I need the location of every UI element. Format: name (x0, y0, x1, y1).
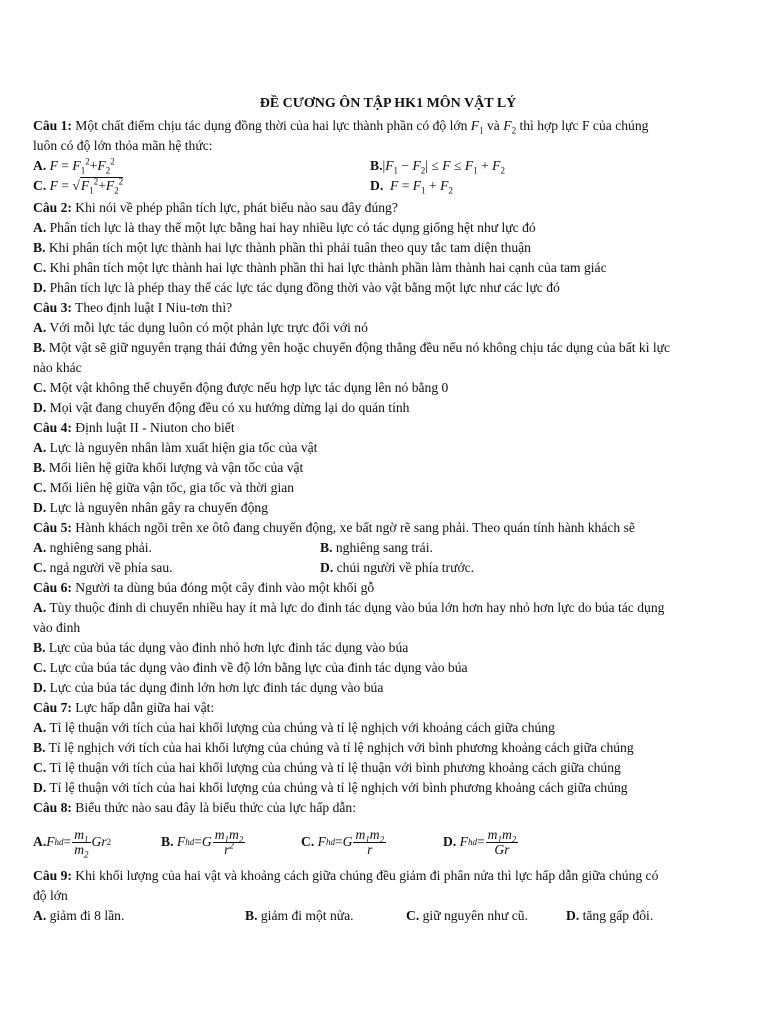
question-number: Câu 1: (33, 118, 72, 133)
answer-c[interactable] (33, 658, 743, 678)
answer-letter: D. (320, 560, 334, 575)
answer-text: giữ nguyên như cũ. (419, 908, 528, 923)
exam-page (33, 94, 743, 926)
question-text: Người ta dùng búa đóng một cây đinh vào một khối gỗ (71, 580, 375, 595)
answer-text: Mối liên hệ giữa vận tốc, gia tốc và thời gian (46, 480, 295, 495)
answer-letter: A. (33, 320, 47, 335)
question-4 (33, 418, 743, 438)
question-number: Câu 6: (33, 580, 72, 595)
answer-text: chúi người về phía trước. (333, 560, 475, 575)
answer-text: Tỉ lệ nghịch với tích của hai khối lượng của chúng và tỉ lệ nghịch với bình phương khoảng cách giữa chúng (45, 740, 634, 755)
answer-letter: A. (33, 540, 47, 555)
question-number: Câu 2: (33, 200, 72, 215)
answer-d[interactable] (33, 498, 743, 518)
answer-d[interactable] (33, 778, 743, 798)
answer-d[interactable] (33, 678, 743, 698)
answer-letter: D. (33, 500, 47, 515)
question-text: Theo định luật I Niu-tơn thì? (71, 300, 233, 315)
answer-letter: D. (33, 280, 47, 295)
question-text: Hành khách ngồi trên xe ôtô đang chuyển động, xe bất ngờ rẽ sang phải. Theo quán tính hành khách sẽ (71, 520, 635, 535)
answer-text: Phân tích lực là phép thay thế các lực tác dụng đồng thời vào vật bằng một lực như các lực đó (46, 280, 560, 295)
answer-text-cont: nào khác (33, 360, 82, 375)
answer-text: Lực của búa tác dụng đinh lớn hơn lực đinh tác dụng vào búa (46, 680, 384, 695)
question-text: Định luật II - Niuton cho biết (71, 420, 235, 435)
question-number: Câu 5: (33, 520, 72, 535)
answer-text: Mối liên hệ giữa khối lượng và vận tốc của vật (45, 460, 304, 475)
answer-text: Tỉ lệ thuận với tích của hai khối lượng của chúng và tỉ lệ nghịch với bình phương khoảng cách giữa chúng (46, 780, 628, 795)
answer-b[interactable] (245, 906, 406, 926)
question-number: Câu 8: (33, 800, 72, 815)
question-8 (33, 798, 743, 818)
question-text: Biểu thức nào sau đây là biểu thức của lực hấp dẫn: (71, 800, 356, 815)
answer-a[interactable] (33, 598, 743, 618)
question-number: Câu 9: (33, 868, 72, 883)
answer-letter: C. (301, 834, 315, 849)
answer-letter: C. (33, 660, 47, 675)
answer-d[interactable]: D. F hd = $\frac{m_1m_2}{Gr}$ (443, 826, 517, 857)
question-text: Lực hấp dẫn giữa hai vật: (71, 700, 215, 715)
answer-b[interactable] (320, 538, 433, 558)
answer-a[interactable] (33, 906, 245, 926)
question-1: Câu 1: Một chất điểm chịu tác dụng đồng thời của hai lực thành phần có độ lớn $F_1$ và $F_2$ thì hợp lực F của chúng (33, 118, 649, 136)
answer-letter: A. (33, 220, 47, 235)
answer-letter: C. (33, 260, 47, 275)
answer-letter: B. (33, 740, 46, 755)
answer-text: Lực của búa tác dụng vào đinh về độ lớn bằng lực của đinh tác dụng vào búa (46, 660, 468, 675)
answer-c[interactable]: C. F hd = G $\frac{m_1m_2}{r}$ (301, 826, 385, 857)
question-text-cont: độ lớn (33, 888, 68, 903)
answer-text: Khi phân tích một lực thành hai lực thành phần thì phải tuân theo quy tắc tam diện thuận (45, 240, 531, 255)
answer-letter: A. (33, 158, 47, 173)
question-number: Câu 4: (33, 420, 72, 435)
answer-text: Với mỗi lực tác dụng luôn có một phản lực trực đối với nó (46, 320, 368, 335)
answer-row (33, 906, 743, 926)
answer-b[interactable] (33, 338, 743, 358)
answer-b[interactable] (33, 238, 743, 258)
answer-letter: A. (33, 834, 47, 849)
answer-letter: C. (33, 760, 47, 775)
answer-row (33, 820, 743, 864)
answer-letter: D. (33, 780, 47, 795)
answer-letter: A. (33, 440, 47, 455)
question-5 (33, 518, 743, 538)
answer-letter: D. (33, 400, 47, 415)
answer-c[interactable] (33, 378, 743, 398)
answer-d[interactable]: D. $F = F_1 + F_2$ (370, 178, 453, 196)
answer-text: Mọi vật đang chuyển động đều có xu hướng dừng lại do quán tính (46, 400, 410, 415)
answer-d[interactable] (33, 398, 743, 418)
answer-letter: B. (370, 158, 383, 173)
question-text: Khi khối lượng của hai vật và khoảng cách giữa chúng đều giảm đi phân nửa thì lực hấp dẫn giữa chúng có (71, 868, 659, 883)
answer-letter: B. (33, 340, 46, 355)
answer-letter: C. (33, 380, 47, 395)
question-9 (33, 866, 743, 886)
question-number: Câu 3: (33, 300, 72, 315)
answer-text: nghiêng sang phải. (46, 540, 152, 555)
question-number: Câu 7: (33, 700, 72, 715)
answer-c[interactable] (33, 258, 743, 278)
answer-c[interactable] (33, 758, 743, 778)
answer-a[interactable]: A. $F = F_1^2+F_2^2$ (33, 156, 115, 176)
answer-text: Khi phân tích một lực thành hai lực thành phần thì hai lực thành phần làm thành hai cạnh của tam giác (46, 260, 607, 275)
question-text: Khi nói về phép phân tích lực, phát biểu nào sau đây đúng? (71, 200, 398, 215)
answer-text: Một vật không thể chuyển động được nếu hợp lực tác dụng lên nó bằng 0 (46, 380, 449, 395)
question-7 (33, 698, 743, 718)
answer-a[interactable] (33, 718, 743, 738)
answer-a[interactable] (33, 538, 320, 558)
answer-letter: C. (33, 480, 47, 495)
answer-row (33, 176, 743, 198)
question-text: và (483, 118, 504, 133)
answer-letter: B. (33, 640, 46, 655)
answer-letter: B. (161, 834, 174, 849)
answer-letter: B. (33, 460, 46, 475)
answer-a[interactable] (33, 438, 743, 458)
answer-row (33, 558, 743, 578)
answer-b[interactable] (33, 638, 743, 658)
answer-letter: B. (33, 240, 46, 255)
answer-text: Một vật sẽ giữ nguyên trạng thái đứng yên hoặc chuyển động thẳng đều nếu nó không chịu tác dụng của bất kì lực (45, 340, 671, 355)
answer-c[interactable]: C. $F = √F_1^2+F_2^2$ (33, 176, 124, 196)
answer-letter: A. (33, 600, 47, 615)
answer-b[interactable] (33, 458, 743, 478)
question-6 (33, 578, 743, 598)
answer-text: Tùy thuộc đinh di chuyển nhiều hay ít mà lực do đinh tác dụng vào búa lớn hơn hay nhỏ hơn lực do búa tác dụng (46, 600, 665, 615)
answer-d[interactable] (33, 278, 743, 298)
answer-row (33, 156, 743, 176)
answer-text: Lực của búa tác dụng vào đinh nhỏ hơn lực đinh tác dụng vào búa (45, 640, 409, 655)
answer-text: Lực là nguyên nhân làm xuất hiện gia tốc của vật (46, 440, 318, 455)
answer-b[interactable]: B. F hd = G $\frac{m_1m_2}{r^2}$ (161, 826, 244, 857)
answer-text-cont: vào đinh (33, 620, 81, 635)
page-title: ĐỀ CƯƠNG ÔN TẬP HK1 MÔN VẬT LÝ (259, 96, 517, 111)
answer-a[interactable]: A. F hd = $\frac{m_1}{m_2}$ Gr 2 (33, 826, 112, 860)
answer-text: Tỉ lệ thuận với tích của hai khối lượng của chúng và tỉ lệ nghịch với khoảng cách giữa chúng (46, 720, 555, 735)
answer-c[interactable] (33, 558, 320, 578)
answer-letter: B. (320, 540, 333, 555)
answer-letter: D. (370, 178, 384, 193)
question-3 (33, 298, 743, 318)
answer-text: giảm đi một nửa. (257, 908, 354, 923)
question-text: Một chất điểm chịu tác dụng đồng thời của hai lực thành phần có độ lớn (71, 118, 471, 133)
answer-a[interactable] (33, 218, 743, 238)
answer-text: Tỉ lệ thuận với tích của hai khối lượng của chúng và tỉ lệ thuận với bình phương khoảng cách giữa chúng (46, 760, 621, 775)
answer-letter: C. (33, 560, 47, 575)
answer-letter: D. (33, 680, 47, 695)
math-f2: F (503, 118, 512, 133)
answer-b[interactable]: $B.|F_1 - F_2| \le F \le F_1 + F_2$ (370, 158, 505, 176)
answer-c[interactable] (33, 478, 743, 498)
question-text: thì hợp lực F của chúng (516, 118, 649, 133)
answer-letter: C. (406, 908, 420, 923)
answer-letter: D. (443, 834, 457, 849)
answer-text: giảm đi 8 lần. (46, 908, 125, 923)
answer-a[interactable] (33, 318, 743, 338)
answer-letter: B. (245, 908, 258, 923)
answer-d[interactable] (320, 558, 474, 578)
answer-letter: C. (33, 178, 47, 193)
question-2 (33, 198, 743, 218)
answer-text: Phân tích lực là thay thế một lực bằng hai hay nhiều lực có tác dụng giống hệt như lực đó (46, 220, 536, 235)
answer-row (33, 538, 743, 558)
question-text-cont: luôn có độ lớn thỏa mãn hệ thức: (33, 138, 213, 153)
answer-text: ngả người về phía sau. (46, 560, 173, 575)
answer-text: tăng gấp đôi. (579, 908, 654, 923)
answer-text: nghiêng sang trái. (332, 540, 433, 555)
math-f1: F (470, 118, 480, 133)
answer-text: Lực là nguyên nhân gây ra chuyển động (46, 500, 268, 515)
answer-letter: D. (566, 908, 580, 923)
answer-d[interactable] (566, 906, 653, 926)
answer-b[interactable] (33, 738, 743, 758)
answer-letter: A. (33, 720, 47, 735)
answer-c[interactable] (406, 906, 566, 926)
answer-letter: A. (33, 908, 47, 923)
